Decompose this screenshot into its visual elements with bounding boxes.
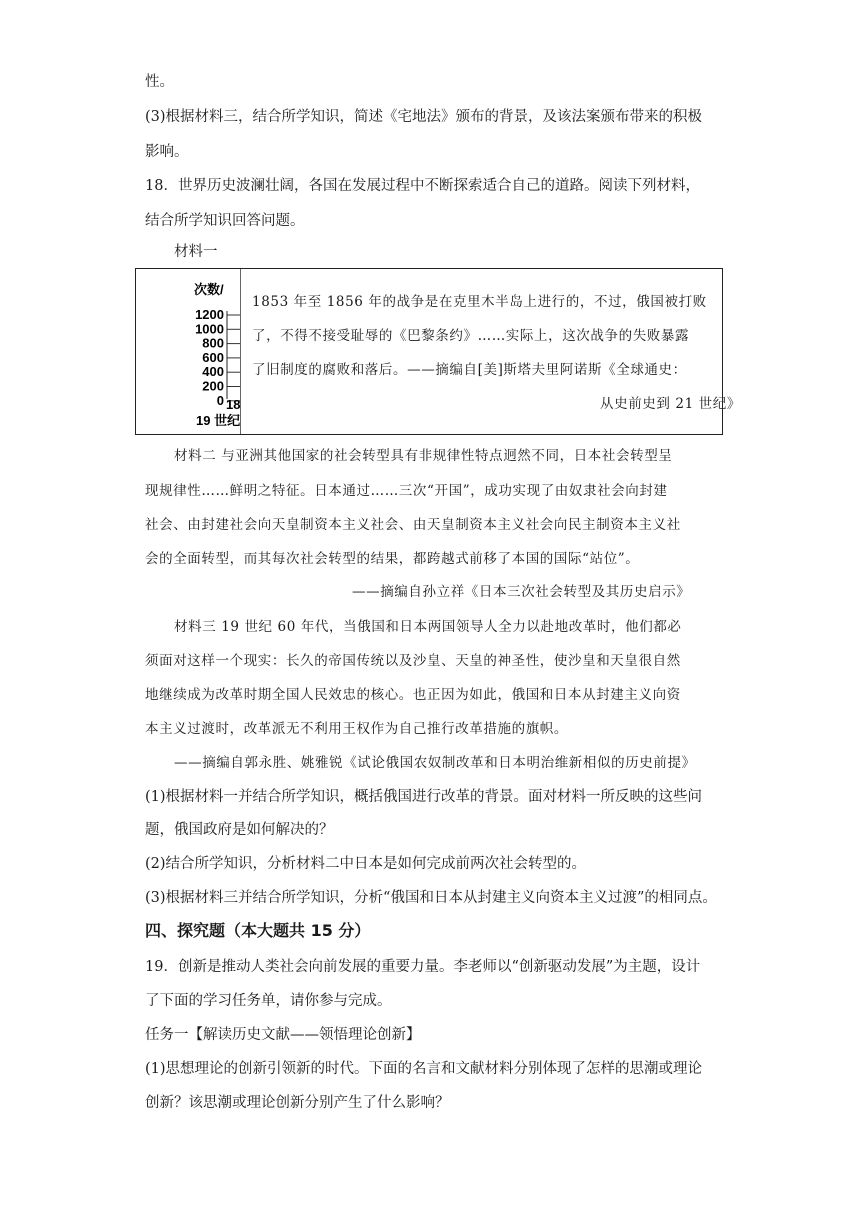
task-1-title: 任务一【解读历史文献——领悟理论创新】 <box>145 1027 421 1043</box>
question-18-stem-cont: 结合所学知识回答问题。 <box>145 213 305 229</box>
material-1-quote-line: 1853 年至 1856 年的战争是在克里木半岛上进行的，不过，俄国被打败 <box>252 294 707 310</box>
question-19-1: (1)思想理论的创新引领新的时代。下面的名言和文献材料分别体现了怎样的思潮或理论 <box>145 1061 703 1077</box>
section-4-heading: 四、探究题（本大题共 15 分） <box>145 921 371 940</box>
question-18-stem: 18．世界历史波澜壮阔，各国在发展过程中不断探索适合自己的道路。阅读下列材料， <box>145 178 700 194</box>
material-1-source: 从史前史到 21 世纪》 <box>600 396 741 412</box>
chart-y-tick-label: 1200 <box>195 307 224 322</box>
question-19-stem: 19．创新是推动人类社会向前发展的重要力量。李老师以“创新驱动发展”为主题，设计 <box>145 959 701 975</box>
material-1-quote-line: 了旧制度的腐败和落后。——摘编自[美]斯塔夫里阿诺斯《全球通史： <box>252 362 687 378</box>
material-1-label: 材料一 <box>174 244 218 260</box>
chart-y-tick-label: 0 <box>216 392 224 408</box>
material-3-source: ——摘编自郭永胜、姚雅锐《试论俄国农奴制改革和日本明治维新相似的历史前提》 <box>174 755 696 771</box>
chart-x-tick: 18 <box>226 397 241 412</box>
text-line: 性。 <box>145 74 174 90</box>
material-2-line: 社会、由封建社会向天皇制资本主义社会、由天皇制资本主义社会向民主制资本主义社 <box>145 517 681 533</box>
question-17-3: (3)根据材料三，结合所学知识，简述《宅地法》颁布的背景，及该法案颁布带来的积极 <box>145 109 703 125</box>
material-3-line: 材料三 19 世纪 60 年代，当俄国和日本两国领导人全力以赴地改革时，他们都必 <box>174 619 682 635</box>
material-3-line: 地继续成为改革时期全国人民效忠的核心。也正因为如此，俄国和日本从封建主义向资 <box>145 687 681 703</box>
question-19-stem-cont: 了下面的学习任务单，请你参与完成。 <box>145 993 392 1009</box>
question-18-2: (2)结合所学知识，分析材料二中日本是如何完成前两次社会转型的。 <box>145 856 587 872</box>
material-2-line: 材料二 与亚洲其他国家的社会转型具有非规律性特点迥然不同，日本社会转型呈 <box>174 448 673 464</box>
material-2-line: 现规律性……鲜明之特征。日本通过……三次“开国”，成功实现了由奴隶社会向封建 <box>145 483 668 499</box>
chart-caption: 19 世纪 <box>196 413 241 428</box>
chart-y-tick-label: 1000 <box>195 321 224 337</box>
question-18-1: (1)根据材料一并结合所学知识，概括俄国进行改革的背景。面对材料一所反映的这些问 <box>145 789 703 805</box>
material-2-source: ——摘编自孙立祥《日本三次社会转型及其历史启示》 <box>352 584 691 600</box>
chart-y-tick-label: 600 <box>202 349 224 365</box>
chart-ticks <box>195 307 240 408</box>
question-18-1-cont: 题，俄国政府是如何解决的？ <box>145 822 334 838</box>
chart-y-tick-label: 400 <box>202 364 224 380</box>
chart-y-tick-label: 200 <box>202 378 224 394</box>
chart-axis-title: 次数/ <box>194 282 224 297</box>
text-line: 影响。 <box>145 144 189 160</box>
material-1-quote-line: 了，不得不接受耻辱的《巴黎条约》……实际上，这次战争的失败暴露 <box>252 328 690 344</box>
material-3-line: 须面对这样一个现实：长久的帝国传统以及沙皇、天皇的神圣性，使沙皇和天皇很自然 <box>145 653 681 669</box>
question-19-1-cont: 创新？该思潮或理论创新分别产生了什么影响？ <box>145 1095 450 1111</box>
question-18-3: (3)根据材料三并结合所学知识，分析“俄国和日本从封建主义向资本主义过渡”的相同点。 <box>145 890 717 906</box>
material-1-chart-fragment <box>136 269 242 434</box>
material-3-line: 本主义过渡时，改革派无不利用王权作为自己推行改革措施的旗帜。 <box>145 721 568 737</box>
material-2-line: 会的全面转型，而其每次社会转型的结果，都跨越式前移了本国的国际“站位”。 <box>145 551 640 567</box>
chart-y-tick-label: 800 <box>202 335 224 351</box>
chart-crop-edge <box>240 269 241 434</box>
